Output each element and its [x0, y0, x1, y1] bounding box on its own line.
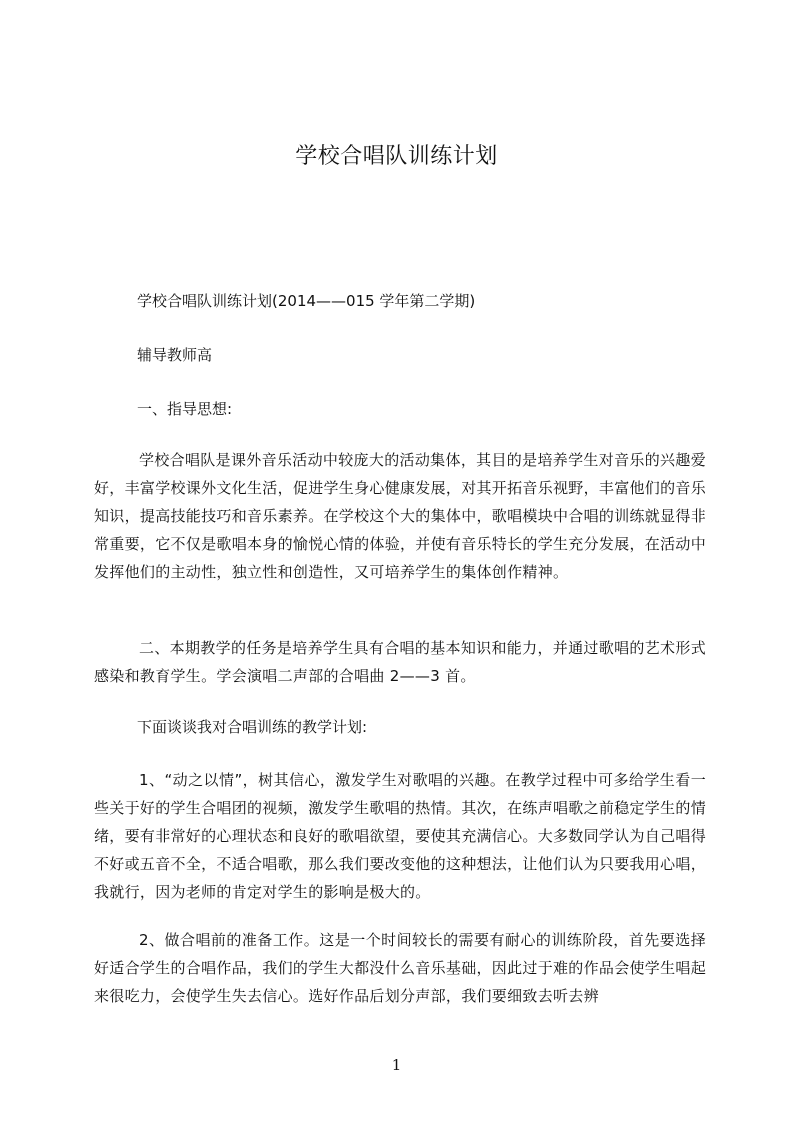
paragraph-teaching-tasks: 二、本期教学的任务是培养学生具有合唱的基本知识和能力，并通过歌唱的艺术形式感染和教育学生。学会演唱二声部的合唱曲 2——3 首。 — [94, 639, 706, 685]
plan-intro: 下面谈谈我对合唱训练的教学计划: — [137, 718, 368, 736]
document-subtitle: 学校合唱队训练计划(2014——015 学年第二学期) — [137, 292, 476, 310]
page-title: 学校合唱队训练计划 — [295, 144, 498, 169]
page-number: 1 — [391, 1056, 402, 1074]
teacher-line: 辅导教师高 — [137, 346, 213, 364]
plan-item-1: 1、“动之以情”，树其信心，激发学生对歌唱的兴趣。在教学过程中可多给学生看一些关于好的学生合唱团的视频，激发学生歌唱的热情。其次，在练声唱歌之前稳定学生的情绪，要有非常好的心理状态和良好的歌唱欲望，要使其充满信心。大多数同学认为自己唱得不好或五音不全，不适合唱歌，那么我们要改变他的这种想法，让他们认为只要我用心唱，我就行，因为老师的肯定对学生的影响是极大的。 — [94, 771, 707, 901]
plan-item-2: 2、做合唱前的准备工作。这是一个时间较长的需要有耐心的训练阶段，首先要选择好适合学生的合唱作品，我们的学生大都没什么音乐基础，因此过于难的作品会使学生唱起来很吃力，会使学生失去信心。选好作品后划分声部，我们要细致去听去辨 — [94, 931, 707, 1005]
paragraph-guiding-ideology: 学校合唱队是课外音乐活动中较庞大的活动集体，其目的是培养学生对音乐的兴趣爱好，丰富学校课外文化生活，促进学生身心健康发展，对其开拓音乐视野，丰富他们的音乐知识，提高技能技巧和音乐素养。在学校这个大的集体中，歌唱模块中合唱的训练就显得非常重要，它不仅是歌唱本身的愉悦心情的体验，并使有音乐特长的学生充分发展，在活动中发挥他们的主动性，独立性和创造性，又可培养学生的集体创作精神。 — [94, 451, 707, 581]
section-heading-guiding-ideology: 一、指导思想: — [137, 400, 233, 418]
